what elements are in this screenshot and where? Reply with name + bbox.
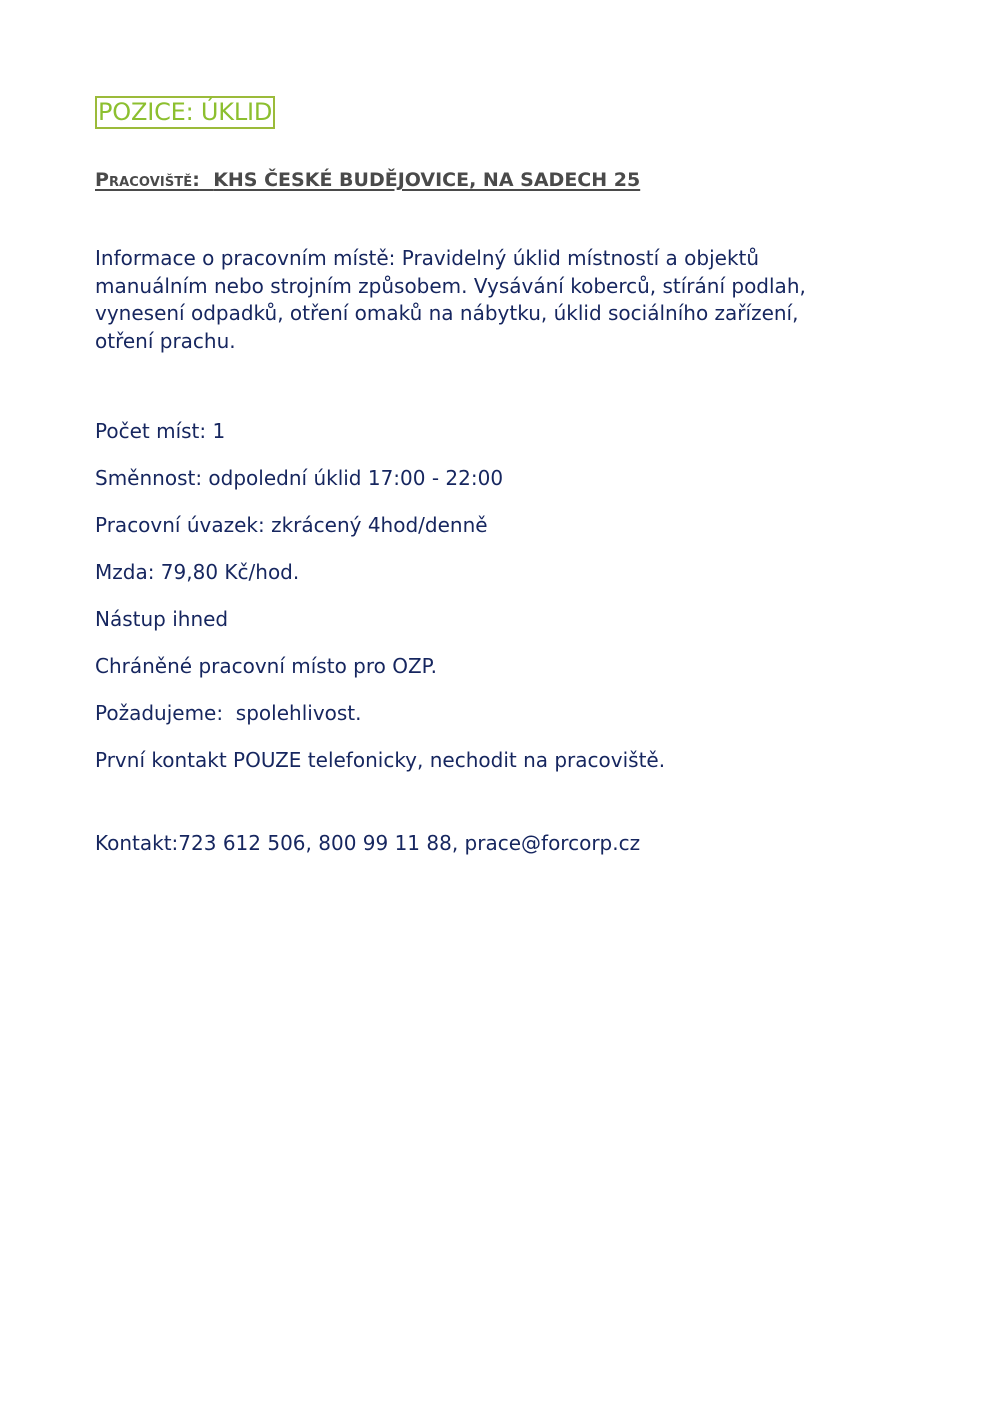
protected-position-note: Chráněné pracovní místo pro OZP.	[95, 654, 437, 678]
job-information-paragraph	[95, 245, 855, 355]
positions-count: Počet míst: 1	[95, 419, 226, 443]
workplace-label: Pracoviště:	[95, 169, 200, 191]
workload: Pracovní úvazek: zkrácený 4hod/denně	[95, 513, 488, 537]
position-title: POZICE: ÚKLID	[95, 96, 275, 129]
wage: Mzda: 79,80 Kč/hod.	[95, 560, 300, 584]
job-information-line-2: manuálním nebo strojním způsobem. Vysávání koberců, stírání podlah,	[95, 273, 806, 298]
requirements: Požadujeme: spolehlivost.	[95, 701, 362, 725]
job-information-line-1: Informace o pracovním místě: Pravidelný úklid místností a objektů	[95, 246, 760, 270]
first-contact-note: První kontakt POUZE telefonicky, nechodit na pracoviště.	[95, 748, 666, 772]
job-information-line-4: otření prachu.	[95, 328, 236, 353]
contact-details: Kontakt:723 612 506, 800 99 11 88, prace@forcorp.cz	[95, 831, 641, 855]
workplace-value: KHS ČESKÉ BUDĚJOVICE, NA SADECH 25	[213, 169, 641, 191]
start-date: Nástup ihned	[95, 607, 229, 631]
shift-pattern: Směnnost: odpolední úklid 17:00 - 22:00	[95, 466, 504, 490]
job-information-line-3: vynesení odpadků, otření omaků na nábytku, úklid sociálního zařízení,	[95, 301, 799, 325]
workplace-heading	[95, 168, 640, 192]
